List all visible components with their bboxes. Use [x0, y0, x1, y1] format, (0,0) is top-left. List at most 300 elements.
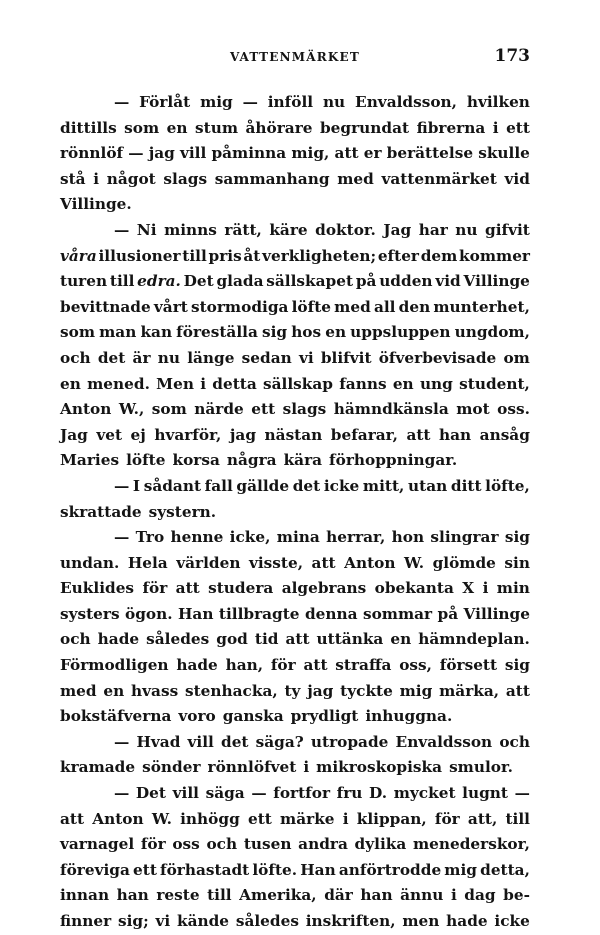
word: vill — [187, 732, 214, 751]
word: en — [392, 374, 414, 393]
word: vårt — [153, 297, 188, 316]
word: är — [132, 348, 151, 367]
word: klippan, — [356, 809, 427, 828]
word: tyckte — [340, 681, 393, 700]
word: han — [439, 425, 472, 444]
word: man — [99, 323, 137, 342]
text-line — [60, 500, 530, 526]
word: det — [221, 732, 249, 751]
text-line — [60, 141, 530, 167]
word: vi — [155, 912, 171, 930]
word: uttänka — [316, 630, 384, 649]
word: lugnt — [462, 784, 508, 803]
word: Anton — [344, 553, 396, 572]
word: Villinge. — [60, 195, 132, 214]
word: mitt, — [362, 476, 405, 495]
text-line — [60, 90, 530, 116]
word: Maries — [60, 451, 120, 470]
word: undan. — [60, 553, 120, 572]
word: illusioner — [98, 246, 181, 265]
running-title: VATTENMÄRKET — [229, 50, 361, 64]
word: i — [482, 579, 489, 598]
page-header — [60, 46, 530, 68]
word: inföll — [267, 93, 314, 111]
word: straffa — [335, 656, 392, 675]
word: att — [505, 681, 530, 700]
word: ty — [284, 681, 301, 700]
word: hade — [446, 912, 488, 930]
text-line — [60, 244, 530, 270]
word: varnagel — [60, 835, 135, 854]
word: stormodiga — [190, 297, 289, 316]
word: ännu — [400, 886, 444, 905]
word: min — [496, 579, 530, 598]
word: innan — [60, 886, 110, 905]
word: slingrar — [430, 528, 499, 547]
word: vill — [172, 784, 199, 803]
word: finner — [60, 912, 112, 930]
word: hade — [97, 630, 140, 649]
word: skulle — [478, 144, 530, 163]
text-line — [60, 755, 530, 781]
word: Det — [135, 784, 166, 803]
word: han, — [225, 656, 264, 675]
word: han — [116, 886, 149, 905]
word: löfte — [291, 297, 331, 316]
word: löfte — [126, 451, 166, 470]
text-line — [60, 627, 530, 653]
text-line — [60, 858, 530, 884]
word: och — [206, 835, 238, 854]
word: vid — [435, 272, 461, 291]
word: student, — [459, 374, 530, 393]
word: andra — [298, 835, 348, 854]
word: med — [60, 681, 97, 700]
word: i — [200, 374, 207, 393]
word: hos — [291, 323, 322, 342]
word: löfte, — [485, 476, 530, 495]
word: icke — [494, 912, 530, 930]
word: till — [505, 809, 530, 828]
word: glömde — [432, 553, 496, 572]
word: W. — [151, 809, 172, 828]
word: slags — [163, 169, 208, 188]
word: har — [418, 220, 448, 239]
word: bevittnade — [60, 297, 151, 316]
word: käre — [269, 220, 308, 239]
word: — — [114, 528, 130, 547]
word: sig — [261, 323, 288, 342]
word: minns — [164, 220, 217, 239]
word: fortfor — [273, 784, 331, 803]
text-line — [60, 807, 530, 833]
word: nästan — [264, 425, 323, 444]
word: dag — [464, 886, 496, 905]
word: mened. — [87, 374, 150, 393]
word: att, — [467, 809, 498, 828]
word: — — [514, 784, 530, 803]
word: sammanhang — [214, 169, 330, 188]
text-line — [60, 167, 530, 193]
word: sig — [504, 656, 530, 675]
text-line — [60, 909, 530, 935]
word: sig; — [117, 912, 149, 930]
word: — — [114, 732, 130, 751]
word: Förlåt — [139, 93, 191, 111]
word: mig — [444, 860, 477, 879]
word: blifvit — [320, 348, 372, 367]
text-line — [60, 474, 530, 500]
word: obekanta — [374, 579, 454, 598]
word: anförtrodde — [338, 860, 442, 879]
word: mycket — [393, 784, 456, 803]
word: studera — [208, 579, 274, 598]
word: bokstäfverna — [60, 707, 172, 726]
text-line — [60, 679, 530, 705]
word: Tro — [135, 528, 165, 547]
word: mig — [399, 681, 433, 700]
word: dittills — [60, 118, 117, 137]
word: I — [132, 476, 141, 495]
word: till — [109, 272, 135, 291]
word: mig — [200, 93, 233, 111]
word: att — [303, 656, 328, 675]
word: förhoppningar. — [329, 451, 458, 470]
word: Envaldsson — [395, 732, 493, 751]
word: rönnlöfvet — [207, 758, 297, 777]
word: Hela — [127, 553, 168, 572]
word: i — [93, 169, 100, 188]
word: en — [166, 118, 188, 137]
word: världen — [176, 553, 241, 572]
word: slags — [282, 400, 327, 419]
word: om — [503, 348, 530, 367]
word: jag — [148, 144, 175, 163]
word: på — [437, 604, 459, 623]
word: verkligheten; — [262, 246, 377, 265]
word: ungdom, — [454, 323, 530, 342]
word: länge — [187, 348, 235, 367]
word: Men — [156, 374, 194, 393]
word: sådant — [143, 476, 202, 495]
word: men — [402, 912, 440, 930]
word: — — [114, 784, 130, 803]
word: som — [60, 323, 96, 342]
text-line — [60, 269, 530, 295]
text-line — [60, 832, 530, 858]
word: tid — [254, 630, 279, 649]
text-line — [60, 116, 530, 142]
page-number: 173 — [494, 46, 530, 66]
word: att — [285, 630, 310, 649]
word: — — [128, 144, 144, 163]
word: vet — [96, 425, 123, 444]
word: vattenmärket — [381, 169, 497, 188]
word: voro — [178, 707, 216, 726]
word: hvarför, — [154, 425, 222, 444]
word: påminna — [211, 144, 287, 163]
word: några — [226, 451, 277, 470]
word: inskriften, — [305, 912, 396, 930]
word: sommar — [362, 604, 433, 623]
word: för — [142, 579, 168, 598]
word: uppsluppen — [350, 323, 451, 342]
word: hvilken — [466, 93, 530, 111]
word: mina — [276, 528, 320, 547]
word: turen — [60, 272, 108, 291]
word: oss, — [399, 656, 432, 675]
word: således — [235, 912, 299, 930]
text-line — [60, 525, 530, 551]
word: jag — [229, 425, 257, 444]
text-line — [60, 576, 530, 602]
word: Jag — [383, 220, 412, 239]
word: fibrerna — [416, 118, 486, 137]
word: vill — [179, 144, 207, 163]
word: sönder — [142, 758, 201, 777]
word: ett — [247, 809, 272, 828]
word: vi — [298, 348, 314, 367]
word: menederskor, — [412, 835, 530, 854]
word: systern. — [148, 502, 217, 521]
word: glada — [216, 272, 264, 291]
word: på — [355, 272, 377, 291]
text-line — [60, 423, 530, 449]
word: vid — [504, 169, 530, 188]
word: nu — [322, 93, 346, 111]
text-line — [60, 704, 530, 730]
word: åhörare — [245, 118, 313, 137]
word: Anton — [60, 400, 112, 419]
word: — — [242, 93, 258, 111]
word: en — [60, 374, 81, 393]
text-line — [60, 397, 530, 423]
word: udden — [379, 272, 433, 291]
word: sedan — [241, 348, 292, 367]
word: en — [390, 630, 412, 649]
word: berättelse — [386, 144, 474, 163]
word: och — [499, 732, 530, 751]
word: visste, — [248, 553, 304, 572]
word: stum — [195, 118, 239, 137]
word: fall — [204, 476, 233, 495]
word: som — [124, 118, 160, 137]
word: hämndkänsla — [333, 400, 449, 419]
word: icke — [323, 476, 360, 495]
word: befarar, — [330, 425, 398, 444]
word: Ni — [136, 220, 157, 239]
word: öfverbevisade — [378, 348, 497, 367]
word: ej — [130, 425, 146, 444]
word: för — [270, 656, 296, 675]
word: således — [146, 630, 210, 649]
word: med — [334, 297, 371, 316]
word: märka, — [439, 681, 500, 700]
word: gällde — [236, 476, 290, 495]
word: hämndeplan. — [418, 630, 530, 649]
word: mot — [456, 400, 490, 419]
word: försett — [439, 656, 498, 675]
word: nu — [455, 220, 478, 239]
word: X — [462, 579, 475, 598]
word: rätt, — [224, 220, 262, 239]
word: — — [114, 476, 130, 495]
word: åt — [243, 246, 261, 265]
word: och — [60, 630, 91, 649]
word: i — [492, 118, 499, 137]
word: denna — [304, 604, 358, 623]
word: stenhacka, — [184, 681, 278, 700]
word: tusen — [243, 835, 292, 854]
text-line — [60, 653, 530, 679]
word: kära — [283, 451, 323, 470]
text-line — [60, 730, 530, 756]
word: utropade — [310, 732, 389, 751]
word: ditt — [450, 476, 482, 495]
word: Jag — [60, 425, 88, 444]
word: munterhet, — [433, 297, 530, 316]
word: Amerika, — [239, 886, 317, 905]
word: Hvad — [136, 732, 181, 751]
word: kramade — [60, 758, 136, 777]
word: till — [182, 246, 207, 265]
word: för — [140, 835, 166, 854]
text-line — [60, 192, 530, 218]
word: det — [292, 476, 321, 495]
word: god — [216, 630, 248, 649]
word: jag — [307, 681, 334, 700]
word: efter — [377, 246, 419, 265]
word: rönnlöf — [60, 144, 124, 163]
word: korsa — [172, 451, 220, 470]
word: Han — [177, 604, 214, 623]
word: till — [207, 886, 232, 905]
word: ett — [251, 400, 276, 419]
word: en — [103, 681, 125, 700]
word: ett — [133, 860, 157, 879]
body-text — [60, 90, 530, 935]
word: mig, — [291, 144, 330, 163]
word: i — [450, 886, 457, 905]
word: nu — [157, 348, 180, 367]
text-line — [60, 448, 530, 474]
word: tillbragte — [218, 604, 300, 623]
word: Villinge — [463, 604, 530, 623]
word: Euklides — [60, 579, 135, 598]
word: herrar, — [326, 528, 386, 547]
word: W. — [403, 553, 425, 572]
word: detta, — [480, 860, 530, 879]
word: att — [60, 809, 85, 828]
word: sällskap — [263, 374, 333, 393]
word: där — [324, 886, 353, 905]
word: mikroskopiska — [316, 758, 443, 777]
word: D. — [369, 784, 388, 803]
word: algebrans — [281, 579, 367, 598]
word: be- — [503, 886, 530, 905]
word: ansåg — [479, 425, 530, 444]
word: fru — [336, 784, 363, 803]
text-line — [60, 320, 530, 346]
word: Villinge — [463, 272, 530, 291]
word: prydligt — [290, 707, 359, 726]
word: pris — [208, 246, 242, 265]
word: begrundat — [319, 118, 410, 137]
word: er — [363, 144, 382, 163]
word: i — [342, 809, 349, 828]
word: kände — [176, 912, 230, 930]
word: dem — [420, 246, 458, 265]
word: ett — [506, 118, 530, 137]
word: smulor. — [449, 758, 513, 777]
word: med — [337, 169, 374, 188]
text-line — [60, 883, 530, 909]
word: oss. — [497, 400, 530, 419]
word: utan — [408, 476, 448, 495]
word: reste — [156, 886, 200, 905]
text-line — [60, 551, 530, 577]
word: den — [398, 297, 431, 316]
word: en — [325, 323, 347, 342]
word: att — [175, 579, 200, 598]
word: all — [373, 297, 396, 316]
word: Envaldsson, — [355, 93, 457, 111]
word: W., — [118, 400, 145, 419]
word: som — [151, 400, 187, 419]
text-line — [60, 781, 530, 807]
word: kommer — [459, 246, 530, 265]
word: — — [114, 93, 130, 111]
word: närde — [194, 400, 244, 419]
word: dylika — [354, 835, 407, 854]
word: Han — [300, 860, 336, 879]
word: gifvit — [485, 220, 530, 239]
word: inhuggna. — [365, 707, 453, 726]
word: hade — [176, 656, 218, 675]
word: föreviga — [60, 860, 130, 879]
word: förhastadt — [160, 860, 250, 879]
word: sällskapet — [266, 272, 354, 291]
word: — — [251, 784, 267, 803]
word: skrattade — [60, 502, 142, 521]
word: ögon. — [125, 604, 173, 623]
word: att — [311, 553, 336, 572]
word: i — [303, 758, 310, 777]
word: ung — [419, 374, 453, 393]
word: inhögg — [180, 809, 240, 828]
word: att — [406, 425, 431, 444]
word: löfte. — [252, 860, 298, 879]
text-line — [60, 218, 530, 244]
text-line — [60, 602, 530, 628]
italic-word: edra. — [137, 272, 181, 291]
word: sig — [504, 528, 530, 547]
word: för — [434, 809, 460, 828]
word: märke — [280, 809, 335, 828]
word: Förmodligen — [60, 656, 169, 675]
word: Det — [183, 272, 214, 291]
word: något — [106, 169, 156, 188]
word: sin — [504, 553, 530, 572]
word: icke, — [229, 528, 271, 547]
text-line — [60, 346, 530, 372]
word: föreställa — [176, 323, 258, 342]
word: säga — [205, 784, 245, 803]
word: han — [360, 886, 393, 905]
word: Anton — [92, 809, 144, 828]
word: ganska — [222, 707, 284, 726]
word: kan — [140, 323, 173, 342]
